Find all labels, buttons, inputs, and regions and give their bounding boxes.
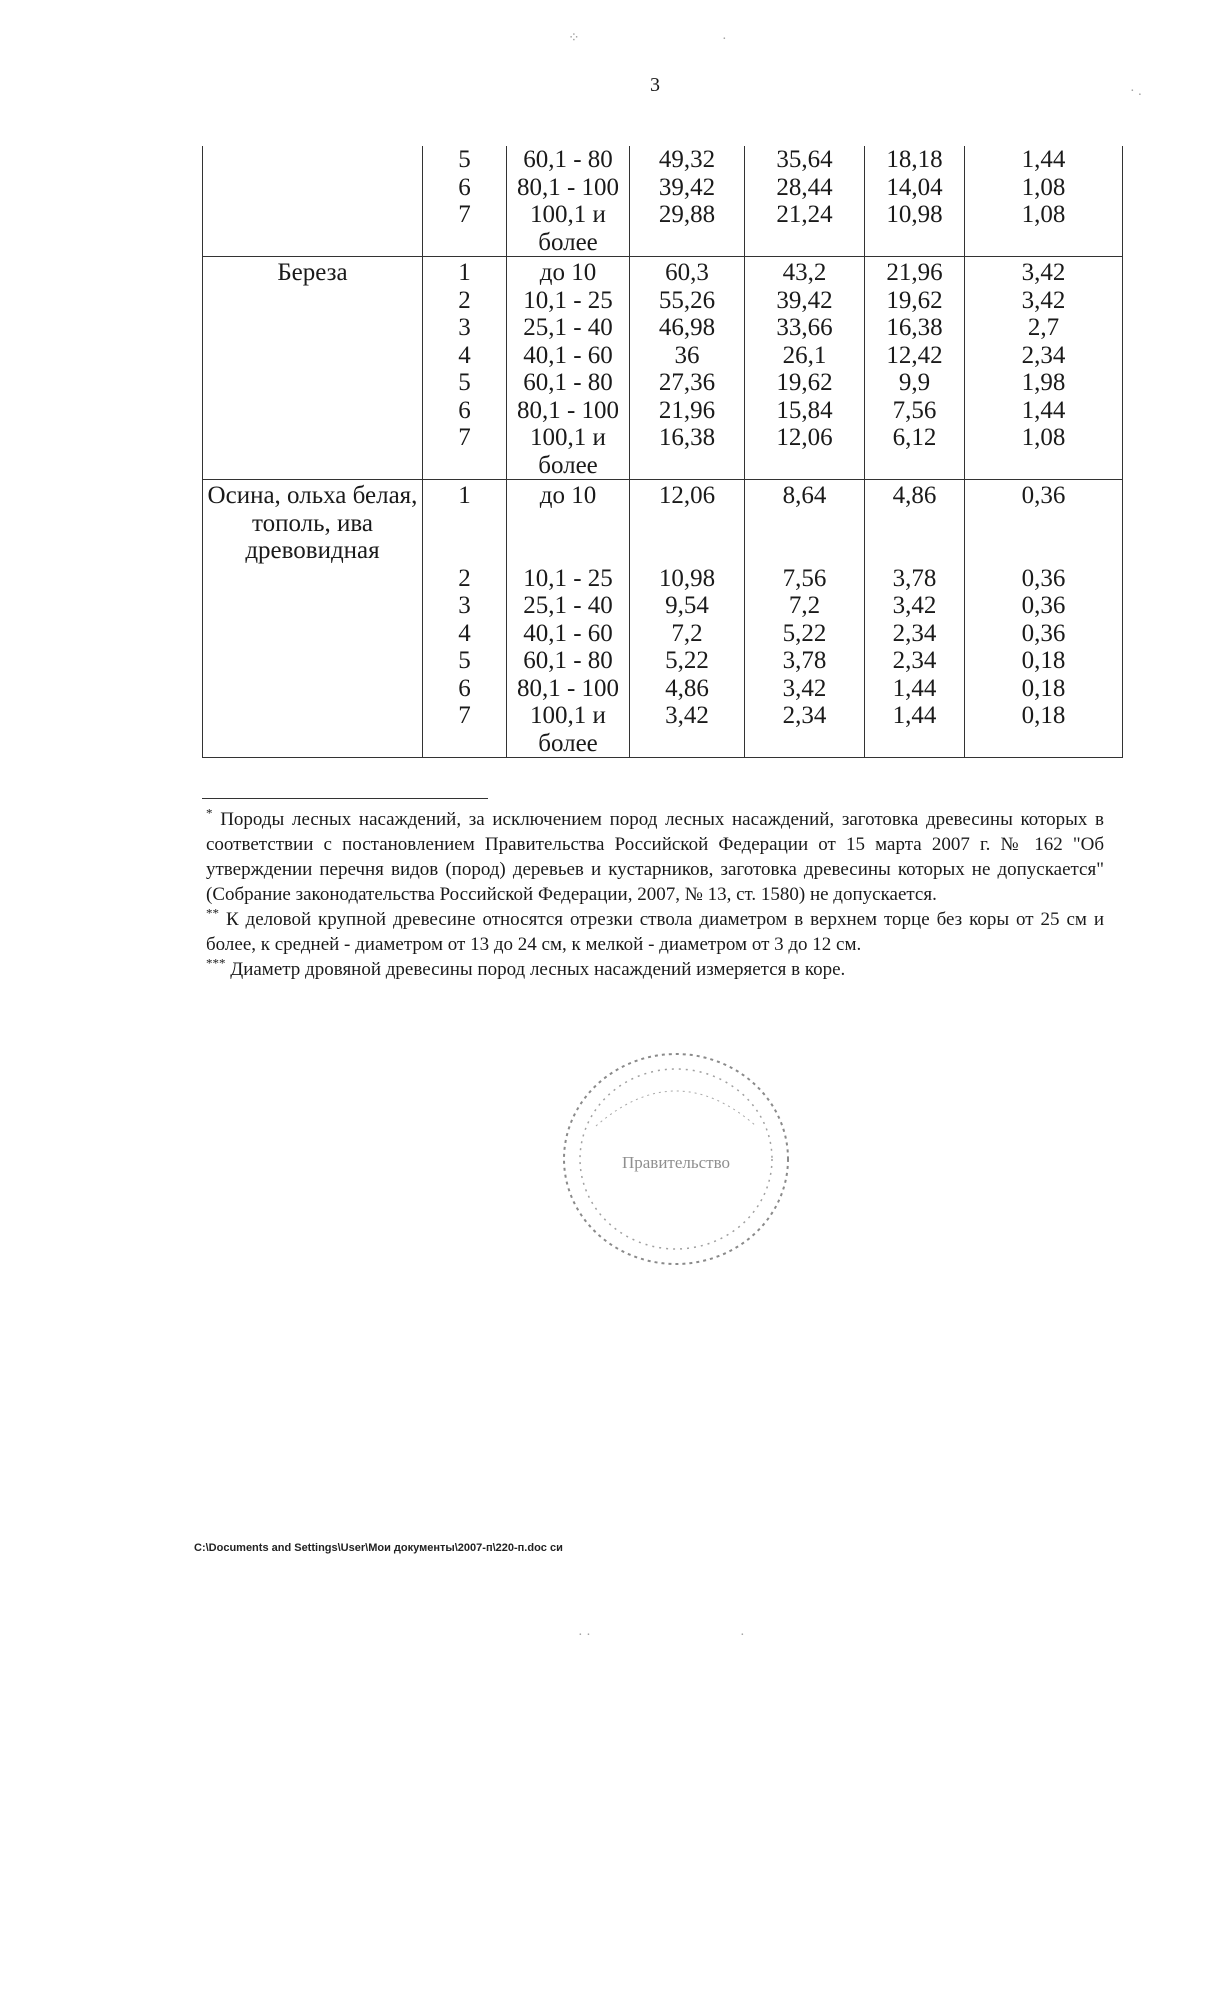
diameter-cell: 10,1 - 25	[507, 565, 630, 593]
table-row	[203, 397, 1123, 425]
rate-cell: 1,44	[965, 397, 1123, 425]
diameter-cell: 40,1 - 60	[507, 342, 630, 370]
rank-cell: 5	[423, 146, 507, 174]
diameter-cell: 60,1 - 80	[507, 647, 630, 675]
rate-cell: 55,26	[630, 287, 745, 315]
rate-cell: 0,36	[965, 565, 1123, 593]
table-row	[203, 592, 1123, 620]
footnote-text: Породы лесных насаждений, за исключением пород лесных насаждений, заготовка древесины которых в соответствии с постановлением Правительства Российской Федерации от 15 марта 2007 г. № 162 "Об утверждении перечня видов (пород) деревьев и кустарников, заготовка древесины которых не допускается" (Собрание законодательства Российской Федерации, 2007, № 13, ст. 1580) не допускается.	[206, 809, 1105, 905]
rate-cell: 43,2	[745, 257, 865, 287]
rate-cell: 2,7	[965, 314, 1123, 342]
table-row	[203, 369, 1123, 397]
species-cell: Береза	[203, 257, 423, 287]
table-row	[203, 647, 1123, 675]
footnote-3	[206, 957, 1104, 982]
rate-cell: 3,42	[630, 702, 745, 758]
rate-cell: 27,36	[630, 369, 745, 397]
rate-cell: 0,36	[965, 592, 1123, 620]
rate-cell: 0,36	[965, 620, 1123, 648]
rate-cell: 5,22	[745, 620, 865, 648]
table-row	[203, 342, 1123, 370]
table-row	[203, 146, 1123, 174]
footnote-text: К деловой крупной древесине относятся отрезки ствола диаметром в верхнем торце без коры от 25 см и более, к средней - диаметром от 13 до 24 см, к мелкой - диаметром от 3 до 12 см.	[206, 909, 1105, 955]
diameter-cell: 100,1 и более	[507, 201, 630, 257]
rate-cell: 2,34	[865, 647, 965, 675]
rate-cell: 15,84	[745, 397, 865, 425]
rate-cell: 0,18	[965, 647, 1123, 675]
rate-cell: 1,08	[965, 174, 1123, 202]
species-cell	[203, 702, 423, 758]
table-row	[203, 287, 1123, 315]
diameter-cell: 80,1 - 100	[507, 675, 630, 703]
rate-cell: 9,9	[865, 369, 965, 397]
rate-cell: 16,38	[630, 424, 745, 480]
footnote-1	[206, 807, 1104, 907]
rate-cell: 1,44	[865, 675, 965, 703]
rate-cell: 1,08	[965, 424, 1123, 480]
rate-cell: 12,42	[865, 342, 965, 370]
species-cell	[203, 342, 423, 370]
species-cell	[203, 647, 423, 675]
rate-cell: 16,38	[865, 314, 965, 342]
rate-cell: 10,98	[630, 565, 745, 593]
species-cell	[203, 620, 423, 648]
rank-cell: 2	[423, 565, 507, 593]
rank-cell: 2	[423, 287, 507, 315]
footnote-mark: *	[206, 805, 213, 821]
rate-cell: 12,06	[630, 480, 745, 565]
table-row	[203, 201, 1123, 257]
species-cell	[203, 592, 423, 620]
rank-cell: 1	[423, 480, 507, 565]
table-row	[203, 424, 1123, 480]
diameter-cell: 80,1 - 100	[507, 397, 630, 425]
species-cell	[203, 201, 423, 257]
table-row	[203, 702, 1123, 758]
footnote-mark: **	[206, 905, 219, 921]
species-cell	[203, 314, 423, 342]
rate-cell: 2,34	[745, 702, 865, 758]
species-cell: Осина, ольха белая, тополь, ива древовидная	[203, 480, 423, 565]
stamp-text: Правительство	[621, 1153, 731, 1172]
rate-cell: 36	[630, 342, 745, 370]
rank-cell: 6	[423, 174, 507, 202]
rank-cell: 5	[423, 369, 507, 397]
diameter-cell: 80,1 - 100	[507, 174, 630, 202]
rate-cell: 19,62	[865, 287, 965, 315]
rate-cell: 3,78	[865, 565, 965, 593]
table-row	[203, 174, 1123, 202]
rate-cell: 49,32	[630, 146, 745, 174]
rate-cell: 2,34	[865, 620, 965, 648]
document-file-path: C:\Documents and Settings\User\Мои документы\2007-п\220-п.doc си	[194, 1542, 563, 1554]
footnote-mark: ***	[206, 955, 226, 971]
table-row	[203, 565, 1123, 593]
rate-cell: 4,86	[865, 480, 965, 565]
rank-cell: 7	[423, 702, 507, 758]
rate-cell: 3,78	[745, 647, 865, 675]
scan-artifact: ·	[722, 32, 727, 47]
rate-cell: 33,66	[745, 314, 865, 342]
species-cell	[203, 369, 423, 397]
diameter-cell: 60,1 - 80	[507, 369, 630, 397]
diameter-cell: до 10	[507, 480, 630, 565]
rate-cell: 35,64	[745, 146, 865, 174]
species-cell	[203, 675, 423, 703]
rate-cell: 39,42	[745, 287, 865, 315]
rate-cell: 1,08	[965, 201, 1123, 257]
scan-artifact: ⁘	[568, 31, 580, 46]
rate-cell: 7,2	[745, 592, 865, 620]
rate-cell: 10,98	[865, 201, 965, 257]
footnotes	[206, 807, 1104, 982]
rate-cell: 0,36	[965, 480, 1123, 565]
species-cell	[203, 174, 423, 202]
rate-cell: 18,18	[865, 146, 965, 174]
rate-cell: 3,42	[745, 675, 865, 703]
table-row	[203, 257, 1123, 287]
rate-cell: 5,22	[630, 647, 745, 675]
rate-cell: 0,18	[965, 702, 1123, 758]
species-cell	[203, 287, 423, 315]
rate-cell: 26,1	[745, 342, 865, 370]
rank-cell: 6	[423, 675, 507, 703]
rank-cell: 5	[423, 647, 507, 675]
footnote-2	[206, 907, 1104, 957]
rate-cell: 39,42	[630, 174, 745, 202]
species-cell	[203, 397, 423, 425]
rate-cell: 3,42	[965, 287, 1123, 315]
rank-cell: 4	[423, 620, 507, 648]
diameter-cell: до 10	[507, 257, 630, 287]
rate-cell: 60,3	[630, 257, 745, 287]
rate-cell: 21,96	[630, 397, 745, 425]
rank-cell: 7	[423, 201, 507, 257]
diameter-cell: 10,1 - 25	[507, 287, 630, 315]
rate-cell: 19,62	[745, 369, 865, 397]
diameter-cell: 100,1 и более	[507, 702, 630, 758]
rate-cell: 14,04	[865, 174, 965, 202]
table-row	[203, 480, 1123, 565]
footnote-text: Диаметр дровяной древесины пород лесных насаждений измеряется в коре.	[230, 959, 846, 980]
rank-cell: 7	[423, 424, 507, 480]
official-stamp	[556, 1046, 796, 1272]
rate-cell: 0,18	[965, 675, 1123, 703]
table-row	[203, 675, 1123, 703]
rate-cell: 3,42	[965, 257, 1123, 287]
diameter-cell: 25,1 - 40	[507, 592, 630, 620]
rank-cell: 4	[423, 342, 507, 370]
rate-cell: 3,42	[865, 592, 965, 620]
rate-cell: 21,24	[745, 201, 865, 257]
rate-cell: 6,12	[865, 424, 965, 480]
table-row	[203, 620, 1123, 648]
rate-cell: 28,44	[745, 174, 865, 202]
page-number: 3	[650, 74, 660, 96]
rate-cell: 9,54	[630, 592, 745, 620]
rates-table	[202, 146, 1123, 758]
scan-artifact: · ·	[578, 1628, 591, 1643]
rate-cell: 1,98	[965, 369, 1123, 397]
diameter-cell: 25,1 - 40	[507, 314, 630, 342]
species-cell	[203, 565, 423, 593]
rate-cell: 8,64	[745, 480, 865, 565]
rate-cell: 12,06	[745, 424, 865, 480]
rate-cell: 21,96	[865, 257, 965, 287]
rate-cell: 7,56	[745, 565, 865, 593]
footnote-separator	[202, 798, 488, 799]
rate-cell: 46,98	[630, 314, 745, 342]
rate-cell: 1,44	[865, 702, 965, 758]
scan-artifact: ·	[740, 1628, 745, 1643]
rate-cell: 2,34	[965, 342, 1123, 370]
rate-cell: 29,88	[630, 201, 745, 257]
rate-cell: 7,2	[630, 620, 745, 648]
rate-cell: 4,86	[630, 675, 745, 703]
table-row	[203, 314, 1123, 342]
diameter-cell: 40,1 - 60	[507, 620, 630, 648]
rank-cell: 6	[423, 397, 507, 425]
diameter-cell: 60,1 - 80	[507, 146, 630, 174]
rank-cell: 3	[423, 314, 507, 342]
rate-cell: 7,56	[865, 397, 965, 425]
scan-artifact: · .	[1130, 84, 1142, 99]
species-cell	[203, 146, 423, 174]
rank-cell: 1	[423, 257, 507, 287]
rank-cell: 3	[423, 592, 507, 620]
rate-cell: 1,44	[965, 146, 1123, 174]
species-cell	[203, 424, 423, 480]
diameter-cell: 100,1 и более	[507, 424, 630, 480]
